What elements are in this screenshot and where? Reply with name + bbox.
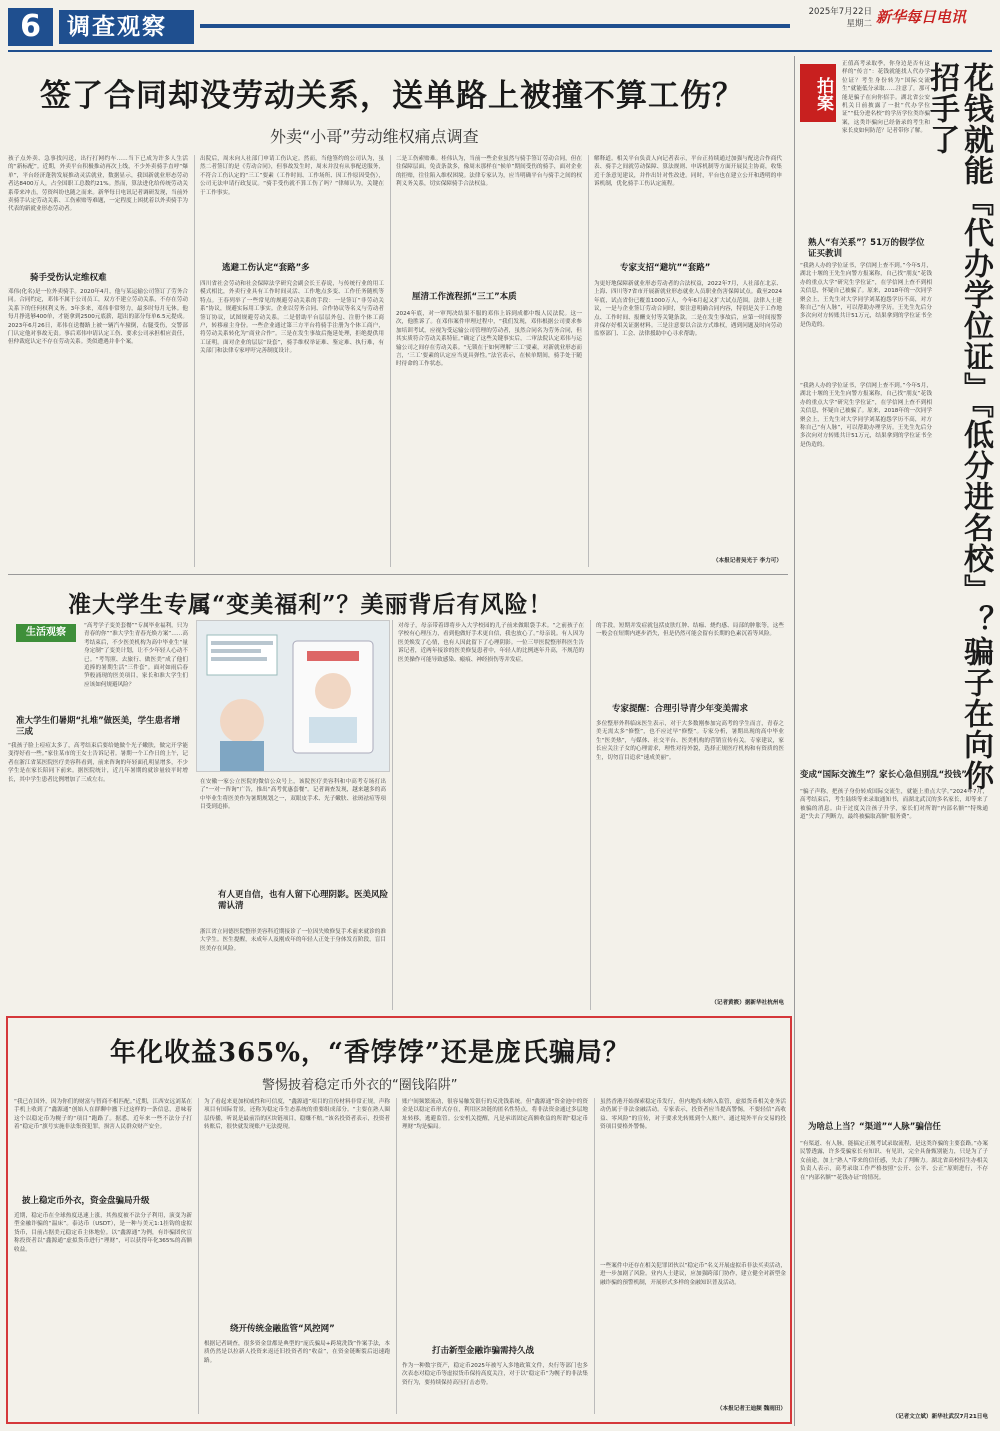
article1-col4-subheading: 专家支招“避坑”“套路” xyxy=(620,263,711,273)
rail-subheading-1: 熟人“有关系”？51万的假学位证买教训 xyxy=(808,238,925,260)
masthead: 新华每日电讯 xyxy=(876,8,967,26)
article1-col2-text2: 四川省社会劳动和社会保障法学研究会副会长王春说，与传统行业的用工模式相比，外卖行业具有工作时间灵活、工作地点多变、工作任务随机等特点。王春列举了一些常见的规避劳动关系的手段：一是签订“非劳动关系”协议，规避实际用工事实。企业以劳务合同、合作协议等名义与劳动者签订协议，试图规避劳动关系。二是借助平台层层外包、注册个体工商户，转移雇主身份。一些企业通过第三方平台将骑手注册为个体工商户，将劳动关系转化为“商业合作”。三是在发生事故后拖延处理，拒绝提供用工证明。面对企业的层层“设套”，骑手维权举证难、鉴定难、执行难，有关部门和法律专家呼吁完善制度设计。 xyxy=(200,281,384,355)
column-rule xyxy=(588,155,589,567)
rail-headline: 花钱就能『代办学位证』『低分进名校』？骗子在向你招手了 xyxy=(924,62,993,791)
article2-col2-subheading: 有人更自信，也有人留下心理阴影。医美风险需认清 xyxy=(218,890,389,912)
column-rule xyxy=(392,620,393,1010)
issue-date: 2025年7月22日 xyxy=(808,7,872,17)
article3-col1-text: “我已在国外，因为你们的财富与智商不相匹配。”近期，江西安远刘某在手机上收到了“鑫源通”创始人在群聊中撤下过这样的一条信息，意味着这个以稳定币为幌子的“项目”跑路了。据悉，近年来一些不法分子打着“稳定币”旗号实施非法集资犯罪，损害人民群众财产安全。 xyxy=(14,1099,192,1131)
article1-col1-subheading: 骑手受伤认定维权难 xyxy=(30,273,107,283)
article1-col1-text2: 邓伟(化名)是一位外卖骑手。2020年4月，他与某运输公司签订了劳务合同。合同约定，邓伟不属于公司员工，双方不建立劳动关系，不存在劳动关系下的任何权利义务。3年多来，邓伟非常努力，最多时每月无休。他每月挣选够400单，才能拿到2500元底薪，超出的部分每单6.5元提成。2023年6月26日，邓伟在送餐路上被一辆汽车撞倒，右腿受伤，交警部门认定他对事故无责。事后邓伟申请认定工伤、要求公司承担相应责任，但仲裁庭认定不存在劳动关系。类似遭遇并非个案。 xyxy=(8,289,188,346)
section-name: 调查观察 xyxy=(59,10,194,44)
header-rule xyxy=(8,50,992,52)
header-stripe xyxy=(200,24,790,28)
article2-photo xyxy=(196,620,390,772)
article3-col1-text2: 近期，稳定币在全球热度迅速上涨，其热度被不法分子利用，演变为新型金融诈骗的“温床”。泰达币（USDT），是一种与美元1:1挂钩的虚拟货币，目前占据美元稳定币主体地位。以“鑫源通”为例，有诈骗团伙宣称投资者以“鑫源通”虚拟货币进行“理财”，可以获得年化365%的高额收益。 xyxy=(14,1213,192,1253)
article3-subhead: 警惕披着稳定币外衣的“圈钱陷阱” xyxy=(262,1078,458,1093)
article1-col2-text: 出院后，周末向人社部门申请工伤认定。然而，当他签约的公司认为，虽然二者签订的是《劳动合同》，但事故发生时，周末并没有从事配送服务，不符合工伤认定的“三工”要素（工作时间、工作场所、因工作原因受伤），公司无法申请行政复议。“骑手受伤就不算工伤了吗？”律师认为，关键在于工作事实。 xyxy=(200,156,384,196)
article2-col4-text2: 多位整形外科临床医生表示，对于大多数刚参加完高考的学生而言，青春之美无需太多“修整”，也不应过早“修整”。专家分析，暑期出现的高中毕业生“医美热”，与媒体、社交平台、医美机构的营销宣传有关。专家建议，家长应关注子女的心理需求，理性对待外貌，选择正规医疗机构和有资质的医生，切勿盲目追求“速成美丽”。 xyxy=(596,721,784,761)
rail-text-3: “有渠道、有人脉，能搞定正规考试录取流程，是这类诈骗的主要套路。”办案民警透露，许多受骗家长有知识、有见识，完全具备甄别能力，只是为了子女前途，加上“熟人”带来的信任感，失去了判断力。湖北省高校招生办相关负责人表示，高考录取工作严格按照“公开、公平、公正”原则进行，不存在“内部名额”“花钱办证”的情况。 xyxy=(800,1141,988,1181)
rail-badge: 拍案 xyxy=(800,64,836,122)
article2-col1-text: “高考学子变美套餐”“专属毕业福利，只为青春的你”“准大学生青春光焕方案”……高考结束后，不少医美机构为高中毕业生“量身定制”了变美计划，让不少年轻人心动不已。“考驾照、去旅行、做医美”成了他们追捧的暑期生活“三件套”。面对如雨后春笋般涌现的医美项目，家长和准大学生们应该如何规避风险？ xyxy=(84,623,188,688)
article1-credit: （本报记者吴光于 李力可） xyxy=(712,558,782,564)
issue-date-block xyxy=(796,6,872,30)
article1-col3-subheading: 厘清工作流程抓“三工”本质 xyxy=(412,292,517,302)
article2-col3-text: 对母子，母亲带着即将步入大学校园的儿子前来做眼袋手术。“之前孩子在学校有心理压力，看到他做好手术更自信，我也放心了。”母亲说。有人因为医美焕发了心情，也有人因此留下了心理阴影。一位三甲医院整形科医生告诉记者，近两年接诊的医美修复患者中，年轻人的比例逐年升高，不规范的医美操作可能导致感染、瘢痕、神经损伤等并发症。 xyxy=(398,623,584,663)
section-divider xyxy=(8,574,788,575)
article1-col3-text2: 2024年底，对一审判决结果不服的邓伟上诉到成都中级人民法院。这一次，他胜诉了。在邓伟案件审理过程中，“我们发现，邓伟根据公司要求参加培训考试，应视为受运输公司管理的劳动者，虽然合同名为劳务合同，但其实质符合劳动关系特征。”确定了这些关键事实后，二审法院认定邓伟与运输公司之间存在劳动关系。“无锁在于如何理解‘三工’要素，对新就业形态而言，‘三工’要素的认定应当更具弹性。”法官表示，在候单期间，骑手处于随时待命的工作状态。 xyxy=(396,311,582,368)
article3-credit: （本报记者王迪频 魏雨田） xyxy=(716,1406,786,1412)
article1-col2-subheading: 逃避工伤认定“套路”多 xyxy=(222,263,310,273)
rail-subheading-2: 变成“国际交流生”？家长心急但别乱“投钱” xyxy=(800,770,967,780)
article2-col4-text: 的手段，短期并发症就包括皮肤红肿、结痂、烧灼感、局部的肿胀等，这些一般会在短期内逐步消失，但是仍然可能会留有长期的色素沉着等风险。 xyxy=(596,623,784,638)
article2-col2-text: 在安徽一家公立医院的微信公众号上，该院医疗美容科和中高考专场打出了“一对一咨询”广告，推出“高考优惠套餐”。记者调查发现，越来越多的高中毕业生将医美作为暑期规划之一，双眼皮手术、光子嫩肤、祛斑祛痘等项目受到追捧。 xyxy=(200,779,386,811)
article1-col3-text: 二是工伤索赔难。桂伟认为，当前一些企业虽然与骑手签订劳动合同，但在住保障层面，免责条款多，像周末那样在“候单”期间受伤的骑手，面对企业的拒赔，往往陷入维权困境。法律专家认为，应当明确平台与骑手之间的权利义务关系，切实保障骑手合法权益。 xyxy=(396,156,582,188)
rail-rule xyxy=(794,56,795,1426)
article1-subhead: 外卖“小哥”劳动维权痛点调查 xyxy=(270,127,479,146)
article1-col1-text: 孩子点外卖、急事找闪送，出行打网约车……当下已成为许多人生活的“新标配”。近期，外卖平台积极推动再次上线，不少外卖骑手直呼“爆单”，平台经济蓬勃发展推动灵活就业，数据显示，我国新就业形态劳动者达8400万人，占全国职工总数约21%。然而，算法进化给传统劳动关系带来冲击，劳资纠纷也随之而来。新华每日电讯记者调研发现，当前外卖骑手认定劳动关系、工伤索赔等难题，一定程度上困扰着以外卖骑手为代表的新就业形态劳动者。 xyxy=(8,156,188,213)
article3-col2-text: 为了看起来更加权威性和可信度，“鑫源通”项目的宣传材料非常正规，声称项目有国际背景，还称为稳定币生态系统的重要组成部分。“主要在熟人圈层传播，听说是最前沿的区块链项目，稳赚不赔。”该名投资者表示，投资者转账后，很快就发现账户无法提现。 xyxy=(204,1099,390,1131)
article2-credit: （记者黄筱）据新华社杭州电 xyxy=(711,1000,784,1006)
article3-col4-text: 虽然香港开始探索稳定币发行，但内地尚未纳入监管，虚拟货币相关业务活动仍属于非法金融活动。专家表示，投资者应当提高警惕，不要轻信“高收益、零风险”的宣传，对于要求先转账到个人账户、通过境外平台交易的投资项目要格外警惕。 xyxy=(600,1099,786,1131)
column-rule xyxy=(390,155,391,567)
rail-credit: （记者文立斌）新华社武汉7月21日电 xyxy=(892,1414,988,1420)
issue-weekday: 星期二 xyxy=(846,19,872,29)
article3-col4-text2: 一些案件中还存在相关犯罪团伙以“稳定币”名义开展虚拟币非法买卖活动，进一步加剧了风险。业内人士建议，应加强跨部门协作，建立健全对新型金融诈骗的预警机制，开展形式多样的金融知识普及活动。 xyxy=(600,1263,786,1286)
rail-text-2: “骗子声称，把孩子身份转成国际交流生，就能上重点大学。”2024年7月，高考结束后，考生陆续等来录取通知书，而湖北武汉的多名家长，却等来了被骗的消息。由于过度关注孩子升学，家长们对所谓“内部名额”“特殊通道”失去了判断力，最终被骗取高额“服务费”。 xyxy=(800,789,988,821)
article2-col2-text2: 浙江省立同德医院整形美容科近期接诊了一位因失败修复手术前来就诊的准大学生。医生提醒，未成年人及刚成年的年轻人正处于身体发育阶段，盲目医美存在风险。 xyxy=(200,929,386,952)
article3-col3-text2: 作为一种数字资产，稳定币2025年被写入多地政策文件，央行等部门也多次表态对稳定币等虚拟货币保持高度关注，对于以“稳定币”为幌子的非法集资行为，要持续保持高压打击态势。 xyxy=(402,1363,588,1386)
column-rule xyxy=(590,620,591,1010)
column-rule xyxy=(194,155,195,567)
rail-text-1: “我熟人办的学位证书，学信网上查不到。”今年5月，湖北十堰的王先生向警方报案称，自己找“朋友”花钱办的重点大学“研究生学位证”，在学信网上查不到相关信息，怀疑自己被骗了。原来，2018年的一次同学聚会上，王先生对大学同学刘某抱怨学历不高，对方称自己“有人脉”，可以帮助办理学历。王先生先后分多次向对方转账共计51万元，结果拿到的学位证书全是伪造的。 xyxy=(800,263,932,328)
article3-headline: 年化收益365%，“香饽饽”还是庞氏骗局？ xyxy=(110,1038,630,1068)
article2-headline: 准大学生专属“变美福利”？美丽背后有风险！ xyxy=(68,591,553,618)
medical-beauty-illustration xyxy=(197,621,390,772)
article3-col3-text: 账户间频繁流动，很容易触发银行的反洗钱系统。但“鑫源通”资金池中的资金是以稳定币形式存在，利用区块链的匿名性特点，将非法资金通过多层地址转移，逃避监管。公安机关提醒，凡是承诺固定高额收益的所谓“稳定币理财”均是骗局。 xyxy=(402,1099,588,1131)
article1-col4-text: 解释道。相关平台负责人向记者表示，平台正持续通过加强与配送合作商代表、骑手之间就劳动保障、算法规则、申诉机制等方面开展民主协商，收集近千条意见建议，并作出针对性改进。同时，平台也在建立公开和透明的申诉机制，优化骑手工伤认定流程。 xyxy=(594,156,782,188)
column-rule xyxy=(198,1098,199,1414)
article3-col1-subheading: 披上稳定币外衣，资金盘骗局升级 xyxy=(22,1196,150,1206)
article1-headline: 签了合同却没劳动关系，送单路上被撞不算工伤？ xyxy=(40,78,744,114)
article3-col3-subheading: 打击新型金融诈骗需持久战 xyxy=(432,1346,535,1356)
article2-col1-subheading: 准大学生们暑期“扎堆”做医美，学生患者增三成 xyxy=(16,716,181,738)
rail-intro: 正值高考录取季，你身边是否有这样的“传言”：花钱就能找人代办学位证？考生身份转为“国际交流生”就能低分录取……注意了，那可能是骗子在向你招手。湖北省公安机关日前披露了一批“代办学位证”“低分进名校”的学历学位类诈骗案，这类诈骗向已经备录的考生和家长皮如何防范？记者带你了解。 xyxy=(842,61,930,135)
article3-col2-text2: 根据记者调查，很多资金盘都是典型的“庞氏骗局+跨境洗钱”作案手法，本质仍然是以拉新人投资来返还旧投资者的“收益”，在资金链断裂后迅速跑路。 xyxy=(204,1341,390,1364)
rail-text-1b: “我熟人办的学位证书，学信网上查不到。”今年5月，湖北十堰的王先生向警方报案称，自己找“朋友”花钱办的重点大学“研究生学位证”，在学信网上查不到相关信息，怀疑自己被骗了。原来，2018年的一次同学聚会上，王先生对大学同学刘某抱怨学历不高，对方称自己“有人脉”，可以帮助办理学历。王先生先后分多次向对方转账共计51万元，结果拿到的学位证书全是伪造的。 xyxy=(800,383,932,448)
column-rule xyxy=(396,1098,397,1414)
article2-col1-text2: “我孩子脸上痘痘太多了，高考结束后要给她做个光子嫩肤，做完开学能变得好看一些。”家住某市的王女士告诉记者。暑期一个工作日的上午，记者在浙江省某医院医疗美容科看到，前来咨询的年轻面孔明显增多，不少学生是在家长陪同下前来。据医院统计，近几年暑期的就诊量较平时增长，其中学生患者比例增加了三成左右。 xyxy=(8,743,188,783)
article1-col4-text2: 为更好地保障新就业形态劳动者的合法权益，2022年7月，人社部在北京、上海、四川等7省市开展新就业形态就业人员职业伤害保障试点。截至2024年底，试点省份已覆盖1000万人，今年6月起又扩大试点范围。法律人士建议，一是与企业签订劳动合同时，要注意明确合同内容，特别是关于工作地点、工作时间、报酬支付等关键条款。二是在发生事故后，应第一时间报警并保存好相关证据材料。三是注意要以合法方式维权，遇到问题及时向劳动监察部门、工会、法律援助中心寻求帮助。 xyxy=(594,281,782,338)
rail-subheading-3: 为啥总上当？“渠道”“人脉”骗信任 xyxy=(808,1122,941,1132)
column-rule xyxy=(594,1098,595,1414)
article3-col2-subheading: 绕开传统金融监管“风控网” xyxy=(230,1324,335,1334)
article2-col4-subheading: 专家提醒：合理引导青少年变美需求 xyxy=(612,704,749,714)
page-number: 6 xyxy=(8,8,53,46)
article2-tag: 生活观察 xyxy=(16,624,76,642)
